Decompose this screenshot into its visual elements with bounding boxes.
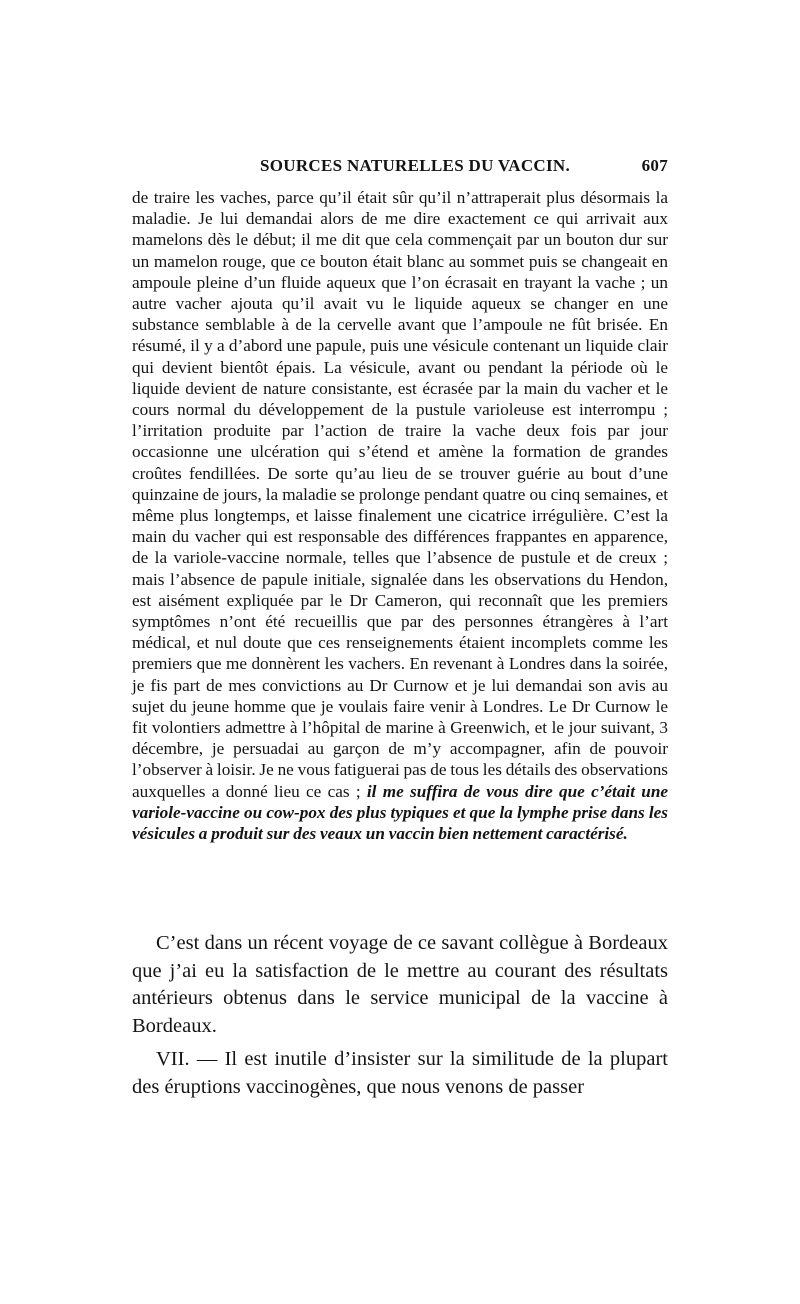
running-head (132, 156, 668, 182)
paragraph-text: VII. — Il est inutile d’insister sur la similitude de la plupart des éruptions vaccinogènes, que nous venons de passer (132, 1048, 668, 1098)
page-number: 607 (641, 156, 668, 175)
body-paragraph (132, 930, 668, 1040)
quoted-passage (132, 187, 668, 844)
paragraph-text: C’est dans un récent voyage de ce savant collègue à Bordeaux que j’ai eu la satisfaction de le mettre au courant des résultats antérieurs obtenus dans le service municipal de la vaccine à Bordeaux. (132, 932, 668, 1037)
italic-emphasis: il me suffira de vous dire que c’était une variole-vaccine ou cow-pox des plus typiques et que la lymphe prise dans les vésicules a produit sur des veaux un vaccin bien nettement caractérisé. (132, 781, 669, 844)
running-title: SOURCES NATURELLES DU VACCIN. (260, 156, 571, 175)
paragraph-text: de traire les vaches, parce qu’il était sûr qu’il n’attraperait plus désormais la maladie. Je lui demandai alors de me dire exactement ce qui arrivait aux mamelons dès le début; il me dit que cela commençait par un bouton dur sur un mamelon rouge, que ce bouton était blanc au sommet puis se changeait en ampoule pleine d’un fluide aqueux que l’on écrasait en trayant la vache ; un autre vacher ajouta qu’il avait vu le liquide aqueux se changer en une substance semblable à de la cervelle avant que l’ampoule ne fût brisée. En résumé, il y a d’abord une papule, puis une vésicule contenant un liquide clair qui devient bientôt épais. La vésicule, avant ou pendant la période où le liquide devient de nature consistante, est écrasée par la main du vacher et le cours normal du développement de la pustule varioleuse est interrompu ; l’irritation produite par l’action de traire la vache deux fois par jour occasionne une ulcération qui s’étend et amène la formation de grandes croûtes fendillées. De sorte qu’au lieu de se trouver guérie au bout d’une quinzaine de jours, la maladie se prolonge pendant quatre ou cinq semaines, et même plus longtemps, et laisse finalement une cicatrice irrégulière. C’est la main du vacher qui est responsable des différences frappantes en apparence, de la variole-vaccine normale, telles que l’absence de pustule et de creux ; mais l’absence de papule initiale, signalée dans les observations du Hendon, est aisément expliquée par le Dr Cameron, qui reconnaît que les premiers symptômes n’ont été recueillis que par des personnes étrangères à l’art médical, et nul doute que ces renseignements étaient incomplets comme les premiers que me donnèrent les vachers. En revenant à Londres dans la soirée, je fis part de mes convictions au Dr Curnow et je lui demandai son avis au sujet du jeune homme que je voulais faire venir à Londres. Le Dr Curnow le fit volontiers admettre à l’hôpital de marine à Greenwich, et le jour suivant, 3 décembre, je persuadai au garçon de m’y accompagner, afin de pouvoir l’observer à loisir. Je ne vous fatiguerai pas de tous les détails des observations auxquelles a donné lieu ce cas ; (132, 188, 668, 801)
paragraph (132, 187, 668, 844)
section-paragraph (132, 1046, 668, 1101)
